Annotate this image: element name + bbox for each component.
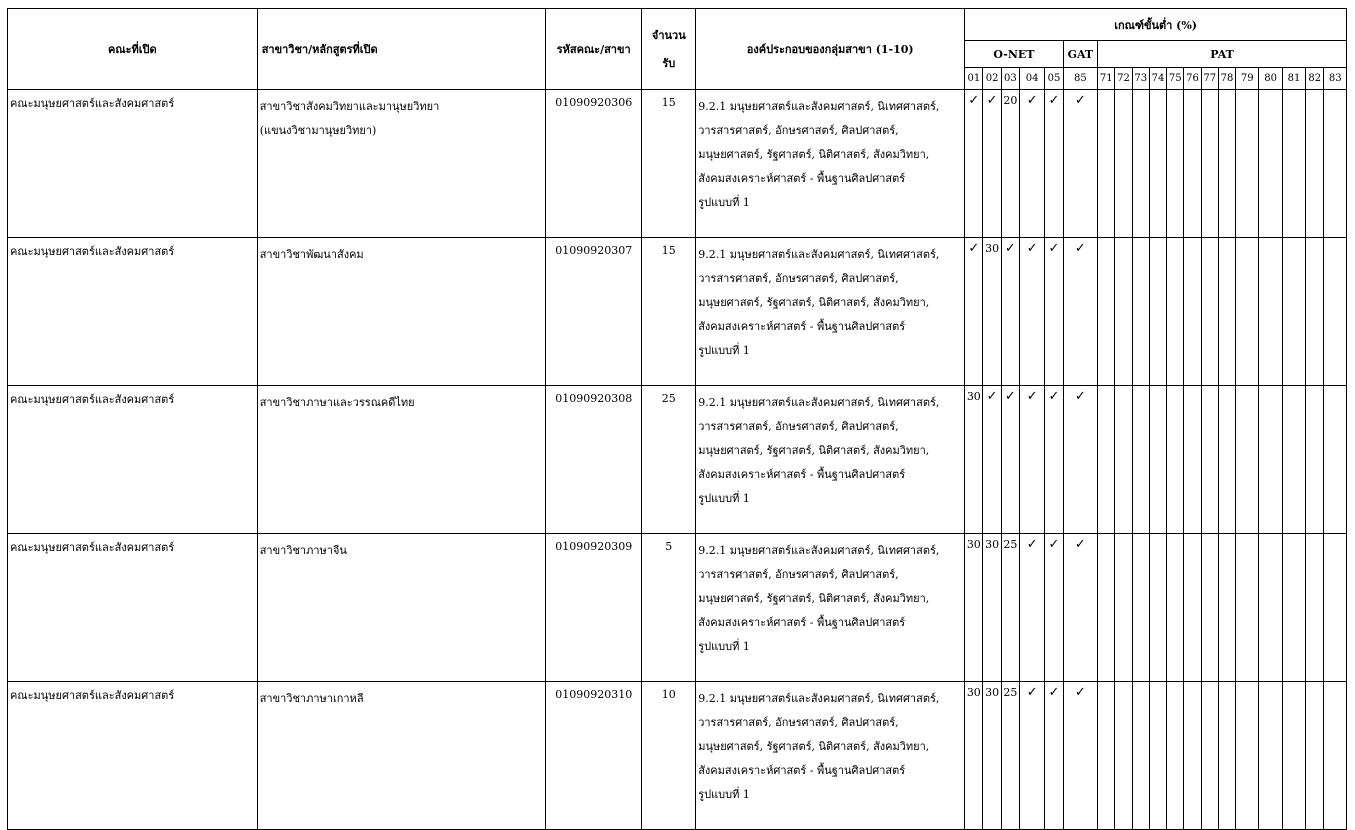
pat-criterion-73 [1132, 682, 1149, 830]
onet-value: ✓ [1026, 685, 1038, 700]
criteria-header: เกณฑ์ขั้นต่ำ (%) [965, 9, 1347, 41]
component-line: รูปแบบที่ 1 [698, 492, 750, 505]
onet-criterion-03 [1001, 534, 1019, 682]
pat-criterion-80 [1259, 682, 1282, 830]
pat-criterion-83 [1324, 682, 1347, 830]
program-code: 01090920310 [555, 688, 633, 701]
pat-col-76: 76 [1184, 68, 1201, 90]
onet-value: 30 [985, 686, 1000, 699]
onet-col-04: 04 [1019, 68, 1044, 90]
admission-table-sheet [7, 8, 1347, 830]
pat-criterion-78 [1218, 238, 1235, 386]
pat-criterion-79 [1236, 386, 1259, 534]
pat-criterion-73 [1132, 534, 1149, 682]
pat-criterion-71 [1098, 90, 1115, 238]
table-row [8, 386, 1347, 534]
program-cell [257, 534, 545, 682]
onet-value: ✓ [1048, 241, 1060, 256]
pat-col-83: 83 [1324, 68, 1347, 90]
pat-criterion-81 [1282, 534, 1305, 682]
onet-col-03: 03 [1001, 68, 1019, 90]
program-name: สาขาวิชาพัฒนาสังคม [259, 248, 364, 261]
pat-criterion-76 [1184, 238, 1201, 386]
faculty-cell [8, 682, 258, 830]
pat-criterion-77 [1201, 682, 1218, 830]
pat-criterion-74 [1149, 386, 1166, 534]
faculty-name: คณะมนุษยศาสตร์และสังคมศาสตร์ [10, 393, 175, 406]
gat-value: ✓ [1074, 241, 1086, 256]
gat-header: GAT [1063, 41, 1098, 68]
pat-criterion-77 [1201, 238, 1218, 386]
component-line: รูปแบบที่ 1 [698, 196, 750, 209]
pat-criterion-78 [1218, 386, 1235, 534]
onet-criterion-05 [1045, 386, 1063, 534]
pat-criterion-73 [1132, 386, 1149, 534]
pat-criterion-72 [1115, 682, 1132, 830]
program-header: สาขาวิชา/หลักสูตรที่เปิด [257, 9, 545, 90]
component-line: 9.2.1 มนุษยศาสตร์และสังคมศาสตร์, นิเทศศาสตร์, [698, 396, 940, 409]
pat-col-82: 82 [1306, 68, 1324, 90]
pat-criterion-82 [1306, 90, 1324, 238]
component-line: มนุษยศาสตร์, รัฐศาสตร์, นิติศาสตร์, สังคมวิทยา, [698, 592, 930, 605]
program-cell [257, 238, 545, 386]
code-cell [545, 534, 641, 682]
pat-criterion-82 [1306, 238, 1324, 386]
onet-value: 30 [966, 686, 981, 699]
onet-criterion-01 [965, 534, 983, 682]
onet-value: ✓ [1004, 241, 1016, 256]
admission-criteria-table [7, 8, 1347, 830]
components-cell [696, 386, 965, 534]
component-line: วารสารศาสตร์, อักษรศาสตร์, ศิลปศาสตร์, [698, 272, 899, 285]
component-line: สังคมสงเคราะห์ศาสตร์ - พื้นฐานศิลปศาสตร์ [698, 172, 906, 185]
pat-criterion-80 [1259, 90, 1282, 238]
code-cell [545, 238, 641, 386]
component-line: วารสารศาสตร์, อักษรศาสตร์, ศิลปศาสตร์, [698, 420, 899, 433]
onet-criterion-05 [1045, 238, 1063, 386]
onet-criterion-04 [1019, 534, 1044, 682]
onet-header: O-NET [965, 41, 1063, 68]
onet-criterion-01 [965, 386, 983, 534]
program-name: สาขาวิชาสังคมวิทยาและมานุษยวิทยา [259, 100, 440, 113]
component-line: มนุษยศาสตร์, รัฐศาสตร์, นิติศาสตร์, สังคมวิทยา, [698, 444, 930, 457]
component-line: มนุษยศาสตร์, รัฐศาสตร์, นิติศาสตร์, สังคมวิทยา, [698, 148, 930, 161]
onet-criterion-04 [1019, 682, 1044, 830]
pat-criterion-76 [1184, 90, 1201, 238]
onet-value: ✓ [968, 241, 980, 256]
pat-criterion-81 [1282, 386, 1305, 534]
pat-criterion-78 [1218, 534, 1235, 682]
component-line: มนุษยศาสตร์, รัฐศาสตร์, นิติศาสตร์, สังคมวิทยา, [698, 296, 930, 309]
onet-col-01: 01 [965, 68, 983, 90]
onet-criterion-05 [1045, 90, 1063, 238]
component-line: 9.2.1 มนุษยศาสตร์และสังคมศาสตร์, นิเทศศาสตร์, [698, 692, 940, 705]
onet-criterion-02 [983, 238, 1001, 386]
component-line: สังคมสงเคราะห์ศาสตร์ - พื้นฐานศิลปศาสตร์ [698, 616, 906, 629]
pat-criterion-75 [1167, 90, 1184, 238]
pat-criterion-78 [1218, 90, 1235, 238]
component-line: 9.2.1 มนุษยศาสตร์และสังคมศาสตร์, นิเทศศาสตร์, [698, 248, 940, 261]
onet-value: ✓ [1048, 537, 1060, 552]
component-line: 9.2.1 มนุษยศาสตร์และสังคมศาสตร์, นิเทศศาสตร์, [698, 544, 940, 557]
gat-criterion-85 [1063, 238, 1098, 386]
program-code: 01090920307 [555, 244, 633, 257]
quota-header-line2: รับ [662, 57, 676, 70]
component-line: มนุษยศาสตร์, รัฐศาสตร์, นิติศาสตร์, สังคมวิทยา, [698, 740, 930, 753]
pat-criterion-73 [1132, 238, 1149, 386]
pat-criterion-83 [1324, 238, 1347, 386]
onet-value: ✓ [1048, 685, 1060, 700]
pat-criterion-80 [1259, 238, 1282, 386]
component-line: สังคมสงเคราะห์ศาสตร์ - พื้นฐานศิลปศาสตร์ [698, 764, 906, 777]
onet-criterion-01 [965, 682, 983, 830]
program-name: สาขาวิชาภาษาจีน [259, 544, 347, 557]
table-row [8, 90, 1347, 238]
pat-criterion-80 [1259, 534, 1282, 682]
pat-col-80: 80 [1259, 68, 1282, 90]
pat-criterion-83 [1324, 534, 1347, 682]
pat-criterion-76 [1184, 386, 1201, 534]
code-cell [545, 682, 641, 830]
pat-criterion-71 [1098, 386, 1115, 534]
onet-value: ✓ [1026, 537, 1038, 552]
pat-criterion-82 [1306, 386, 1324, 534]
quota-cell [642, 90, 696, 238]
onet-criterion-02 [983, 534, 1001, 682]
program-code: 01090920306 [555, 96, 633, 109]
onet-criterion-04 [1019, 386, 1044, 534]
component-line: รูปแบบที่ 1 [698, 640, 750, 653]
pat-criterion-79 [1236, 90, 1259, 238]
onet-value: 30 [966, 390, 981, 403]
pat-criterion-73 [1132, 90, 1149, 238]
onet-value: 25 [1003, 538, 1018, 551]
gat-value: ✓ [1074, 389, 1086, 404]
gat-value: ✓ [1074, 93, 1086, 108]
quota-value: 5 [665, 540, 673, 553]
gat-value: ✓ [1074, 685, 1086, 700]
onet-criterion-03 [1001, 386, 1019, 534]
component-line: วารสารศาสตร์, อักษรศาสตร์, ศิลปศาสตร์, [698, 124, 899, 137]
quota-header-line1: จำนวน [651, 29, 686, 42]
components-cell [696, 90, 965, 238]
onet-col-05: 05 [1045, 68, 1063, 90]
onet-criterion-01 [965, 238, 983, 386]
code-cell [545, 90, 641, 238]
onet-value: 20 [1003, 94, 1018, 107]
component-line: รูปแบบที่ 1 [698, 788, 750, 801]
faculty-name: คณะมนุษยศาสตร์และสังคมศาสตร์ [10, 97, 175, 110]
gat-criterion-85 [1063, 386, 1098, 534]
component-line: รูปแบบที่ 1 [698, 344, 750, 357]
pat-criterion-76 [1184, 682, 1201, 830]
pat-col-78: 78 [1218, 68, 1235, 90]
pat-header: PAT [1098, 41, 1347, 68]
quota-header [642, 9, 696, 90]
onet-criterion-03 [1001, 90, 1019, 238]
pat-criterion-71 [1098, 238, 1115, 386]
quota-cell [642, 386, 696, 534]
faculty-name: คณะมนุษยศาสตร์และสังคมศาสตร์ [10, 689, 175, 702]
pat-col-73: 73 [1132, 68, 1149, 90]
components-cell [696, 682, 965, 830]
onet-criterion-04 [1019, 238, 1044, 386]
faculty-name: คณะมนุษยศาสตร์และสังคมศาสตร์ [10, 541, 175, 554]
pat-criterion-82 [1306, 534, 1324, 682]
pat-criterion-72 [1115, 238, 1132, 386]
component-line: สังคมสงเคราะห์ศาสตร์ - พื้นฐานศิลปศาสตร์ [698, 468, 906, 481]
components-cell [696, 238, 965, 386]
pat-criterion-79 [1236, 238, 1259, 386]
onet-criterion-02 [983, 386, 1001, 534]
component-line: สังคมสงเคราะห์ศาสตร์ - พื้นฐานศิลปศาสตร์ [698, 320, 906, 333]
faculty-cell [8, 238, 258, 386]
program-cell [257, 90, 545, 238]
pat-criterion-81 [1282, 238, 1305, 386]
pat-criterion-75 [1167, 386, 1184, 534]
gat-criterion-85 [1063, 90, 1098, 238]
faculty-name: คณะมนุษยศาสตร์และสังคมศาสตร์ [10, 245, 175, 258]
onet-criterion-04 [1019, 90, 1044, 238]
onet-criterion-02 [983, 90, 1001, 238]
gat-criterion-85 [1063, 534, 1098, 682]
pat-criterion-81 [1282, 90, 1305, 238]
table-body [8, 90, 1347, 830]
quota-value: 25 [661, 392, 676, 405]
pat-criterion-71 [1098, 682, 1115, 830]
gat-col-85: 85 [1063, 68, 1098, 90]
pat-criterion-78 [1218, 682, 1235, 830]
pat-criterion-79 [1236, 682, 1259, 830]
table-header [8, 9, 1347, 90]
onet-value: 30 [985, 242, 1000, 255]
pat-criterion-75 [1167, 238, 1184, 386]
quota-value: 15 [661, 96, 676, 109]
table-row [8, 682, 1347, 830]
program-name: สาขาวิชาภาษาและวรรณคดีไทย [259, 396, 415, 409]
onet-value: ✓ [1004, 389, 1016, 404]
onet-value: ✓ [1048, 93, 1060, 108]
faculty-cell [8, 90, 258, 238]
pat-col-81: 81 [1282, 68, 1305, 90]
pat-col-74: 74 [1149, 68, 1166, 90]
pat-col-72: 72 [1115, 68, 1132, 90]
quota-value: 15 [661, 244, 676, 257]
table-row [8, 534, 1347, 682]
onet-criterion-03 [1001, 682, 1019, 830]
components-header: องค์ประกอบของกลุ่มสาขา (1-10) [696, 9, 965, 90]
program-code: 01090920309 [555, 540, 633, 553]
pat-criterion-72 [1115, 90, 1132, 238]
pat-criterion-75 [1167, 534, 1184, 682]
gat-criterion-85 [1063, 682, 1098, 830]
onet-criterion-03 [1001, 238, 1019, 386]
onet-value: ✓ [1026, 389, 1038, 404]
program-cell [257, 386, 545, 534]
pat-criterion-76 [1184, 534, 1201, 682]
onet-value: ✓ [1026, 241, 1038, 256]
pat-criterion-72 [1115, 386, 1132, 534]
onet-value: 25 [1003, 686, 1018, 699]
onet-criterion-05 [1045, 534, 1063, 682]
onet-value: ✓ [986, 93, 998, 108]
onet-criterion-01 [965, 90, 983, 238]
program-name: สาขาวิชาภาษาเกาหลี [259, 692, 364, 705]
pat-criterion-82 [1306, 682, 1324, 830]
components-cell [696, 534, 965, 682]
program-code: 01090920308 [555, 392, 633, 405]
gat-value: ✓ [1074, 537, 1086, 552]
pat-criterion-75 [1167, 682, 1184, 830]
onet-value: ✓ [1048, 389, 1060, 404]
onet-col-02: 02 [983, 68, 1001, 90]
pat-criterion-77 [1201, 386, 1218, 534]
pat-col-77: 77 [1201, 68, 1218, 90]
pat-col-79: 79 [1236, 68, 1259, 90]
quota-cell [642, 238, 696, 386]
code-cell [545, 386, 641, 534]
onet-criterion-02 [983, 682, 1001, 830]
pat-criterion-80 [1259, 386, 1282, 534]
pat-criterion-74 [1149, 682, 1166, 830]
program-subname: (แขนงวิชามานุษยวิทยา) [259, 124, 377, 137]
quota-cell [642, 534, 696, 682]
quota-cell [642, 682, 696, 830]
pat-col-71: 71 [1098, 68, 1115, 90]
code-header: รหัสคณะ/สาขา [545, 9, 641, 90]
component-line: วารสารศาสตร์, อักษรศาสตร์, ศิลปศาสตร์, [698, 568, 899, 581]
pat-criterion-74 [1149, 238, 1166, 386]
onet-value: 30 [966, 538, 981, 551]
onet-value: ✓ [1026, 93, 1038, 108]
pat-criterion-71 [1098, 534, 1115, 682]
pat-criterion-77 [1201, 90, 1218, 238]
pat-col-75: 75 [1167, 68, 1184, 90]
pat-criterion-81 [1282, 682, 1305, 830]
faculty-header: คณะที่เปิด [8, 9, 258, 90]
onet-value: ✓ [986, 389, 998, 404]
pat-criterion-72 [1115, 534, 1132, 682]
pat-criterion-79 [1236, 534, 1259, 682]
component-line: วารสารศาสตร์, อักษรศาสตร์, ศิลปศาสตร์, [698, 716, 899, 729]
pat-criterion-74 [1149, 534, 1166, 682]
onet-criterion-05 [1045, 682, 1063, 830]
onet-value: ✓ [968, 93, 980, 108]
pat-criterion-77 [1201, 534, 1218, 682]
faculty-cell [8, 534, 258, 682]
program-cell [257, 682, 545, 830]
pat-criterion-74 [1149, 90, 1166, 238]
table-row [8, 238, 1347, 386]
pat-criterion-83 [1324, 90, 1347, 238]
onet-value: 30 [985, 538, 1000, 551]
component-line: 9.2.1 มนุษยศาสตร์และสังคมศาสตร์, นิเทศศาสตร์, [698, 100, 940, 113]
faculty-cell [8, 386, 258, 534]
pat-criterion-83 [1324, 386, 1347, 534]
quota-value: 10 [661, 688, 676, 701]
